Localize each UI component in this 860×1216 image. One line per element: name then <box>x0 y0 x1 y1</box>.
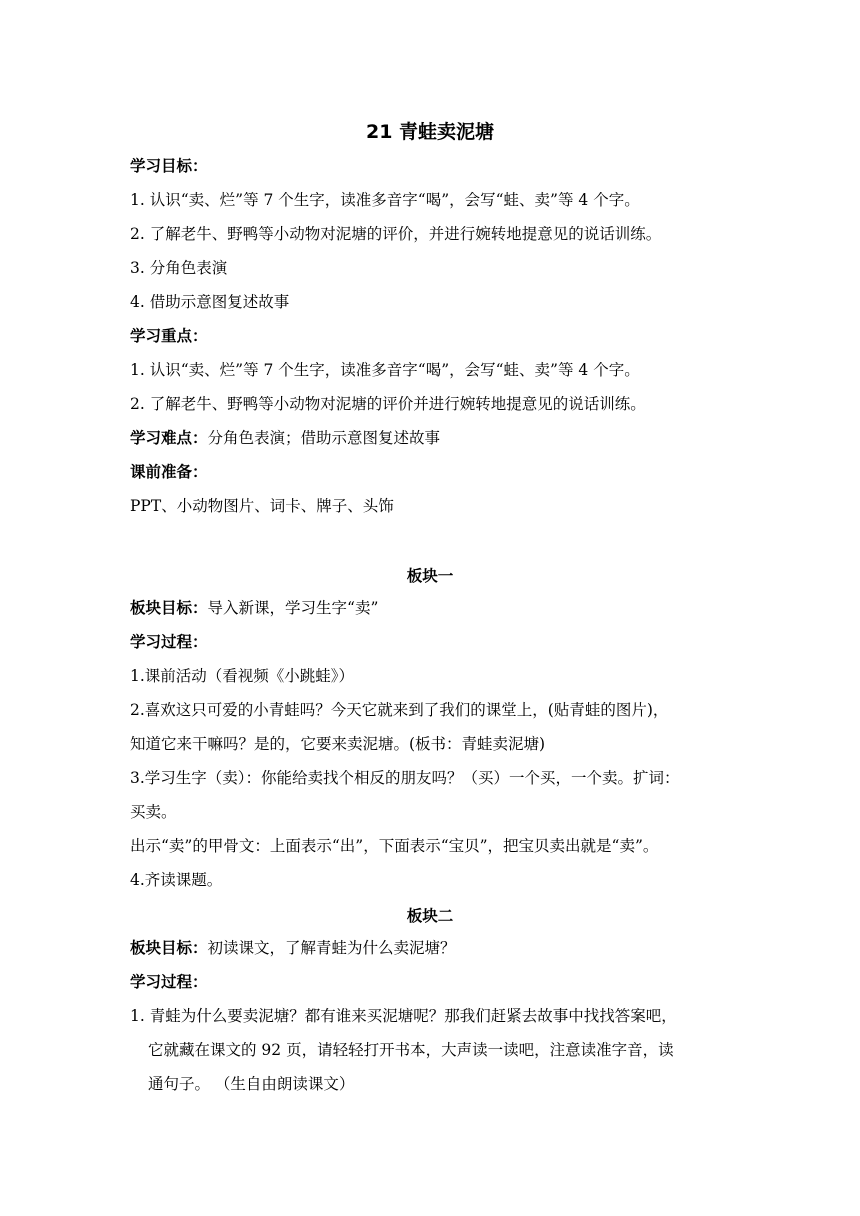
difficulty-line <box>130 428 440 448</box>
block1-line: 3.学习生字（卖）：你能给卖找个相反的朋友吗？（买）一个买，一个卖。扩词： <box>130 769 680 787</box>
objective-item: 2. 了解老牛、野鸭等小动物对泥塘的评价，并进行婉转地提意见的说话训练。 <box>130 225 662 243</box>
block1-line: 出示“卖”的甲骨文：上面表示“出”，下面表示“宝贝”，把宝贝卖出就是“卖”。 <box>130 837 659 855</box>
block2-goal <box>130 938 456 958</box>
block2-title: 板块二 <box>406 906 454 925</box>
block1-goal <box>130 598 378 618</box>
block2-line: 1. 青蛙为什么要卖泥塘？都有谁来买泥塘呢？那我们赶紧去故事中找找答案吧， <box>130 1007 677 1025</box>
block1-line: 4.齐读课题。 <box>130 871 223 889</box>
difficulty-text: 分角色表演；借助示意图复述故事 <box>207 429 441 447</box>
objective-item: 4. 借助示意图复述故事 <box>130 293 290 311</box>
block2-goal-label: 板块目标： <box>130 938 208 957</box>
preparation-heading: 课前准备： <box>130 462 208 481</box>
block1-line: 2.喜欢这只可爱的小青蛙吗？今天它就来到了我们的课堂上，(贴青蛙的图片)， <box>130 701 669 719</box>
objectives-heading: 学习目标： <box>130 156 208 175</box>
key-point-item: 1. 认识“卖、烂”等 7 个生字，读准多音字“喝”，会写“蛙、卖”等 4 个字。 <box>130 361 640 379</box>
page-title: 21 青蛙卖泥塘 <box>365 121 495 143</box>
block2-line: 它就藏在课文的 92 页，请轻轻打开书本，大声读一读吧，注意读准字音，读 <box>148 1041 674 1059</box>
block1-line: 买卖。 <box>130 803 177 821</box>
difficulty-heading: 学习难点： <box>130 428 208 447</box>
objective-item: 1. 认识“卖、烂”等 7 个生字，读准多音字“喝”，会写“蛙、卖”等 4 个字。 <box>130 191 640 209</box>
preparation-text: PPT、小动物图片、词卡、牌子、头饰 <box>130 497 394 515</box>
block2-goal-text: 初读课文，了解青蛙为什么卖泥塘？ <box>207 939 456 957</box>
objective-item: 3. 分角色表演 <box>130 259 228 277</box>
block1-process-label: 学习过程： <box>130 632 208 651</box>
block2-line: 通句子。 （生自由朗读课文） <box>148 1075 355 1093</box>
key-point-item: 2. 了解老牛、野鸭等小动物对泥塘的评价并进行婉转地提意见的说话训练。 <box>130 395 646 413</box>
key-points-heading: 学习重点： <box>130 326 208 345</box>
block1-goal-label: 板块目标： <box>130 598 208 617</box>
block1-title: 板块一 <box>406 566 454 585</box>
block1-line: 1.课前活动（看视频《小跳蛙》） <box>130 667 355 685</box>
block1-line: 知道它来干嘛吗？是的，它要来卖泥塘。(板书：青蛙卖泥塘) <box>130 735 546 753</box>
block1-goal-text: 导入新课，学习生字“卖” <box>207 599 379 617</box>
block2-process-label: 学习过程： <box>130 972 208 991</box>
